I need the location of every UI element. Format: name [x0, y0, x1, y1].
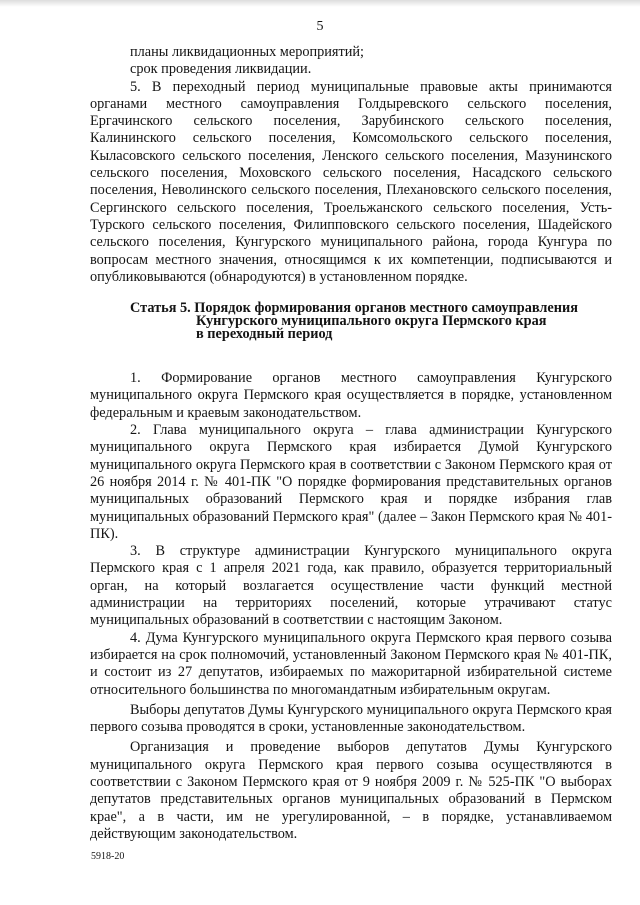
paragraph-item-4: 4. Дума Кунгурского муниципального округа Пермского края первого созыва избирается на срок полномочий, установленный Законом Пермского края № 401-ПК, и состоит из 27 депутатов, избираемых по мажоритарной избирательной системе относительного большинства по многомандатным избирательным округам. — [90, 629, 612, 698]
page-number: 5 — [316, 19, 324, 34]
document-body — [90, 44, 612, 843]
heading-line-2: Кунгурского муниципального округа Пермского края — [196, 313, 547, 330]
paragraph-item-2: 2. Глава муниципального округа – глава администрации Кунгурского муниципального округа Пермского края избирается Думой Кунгурского муниципального округа Пермского края в соответствии с Законом Пермского края от 26 ноября 2014 г. № 401-ПК "О порядке формирования представительных органов муниципальных образований Пермского края и порядке избрания глав муниципальных образований Пермского края" (далее – Закон Пермского края № 401-ПК). — [90, 422, 612, 542]
article-5-heading — [90, 302, 612, 341]
paragraph-elections-term: Выборы депутатов Думы Кунгурского муниципального округа Пермского края первого созыва проводятся в сроки, установленные законодательством. — [90, 701, 612, 736]
paragraph-item-3: 3. В структуре администрации Кунгурского муниципального округа Пермского края с 1 апреля 2021 года, как правило, образуется территориальный орган, на который возлагается осуществление части функций местной администрации на территориях поселений, которые утрачивают статус муниципальных образований в соответствии с настоящим Законом. — [90, 543, 612, 629]
paragraph-liquidation-term: срок проведения ликвидации. — [130, 61, 312, 78]
heading-line-1: Статья 5. Порядок формирования органов местного самоуправления — [130, 300, 578, 317]
paragraph-item-5: 5. В переходный период муниципальные правовые акты принимаются органами местного самоуправления Голдыревского сельского поселения, Ергачинского сельского поселения, Зарубинского сельского поселения, Калининского сельского поселения, Комсомольского сельского поселения, Кыласовского сельского поселения, Ленского сельского поселения, Мазунинского сельского поселения, Моховского сельского поселения, Насадского сельского поселения, Неволинского сельского поселения, Плехановского сельского поселения, Сергинского сельского поселения, Троельжанского сельского поселения, Усть-Турского сельского поселения, Филипповского сельского поселения, Шадейского сельского поселения, Кунгурского муниципального района, города Кунгура по вопросам местного значения, относящимся к их компетенции, подписываются и опубликовываются (обнародуются) в установленном порядке. — [90, 78, 612, 285]
paragraph-elections-organization: Организация и проведение выборов депутатов Думы Кунгурского муниципального округа Пермского края первого созыва осуществляются в соответствии с Законом Пермского края от 9 ноября 2009 г. № 525-ПК "О выборах депутатов представительных органов муниципальных образований в Пермском крае", а в части, им не урегулированной, – в порядке, устанавливаемом действующим законодательством. — [90, 739, 612, 842]
scan-edge — [0, 0, 640, 7]
heading-line-3: в переходный период — [196, 326, 333, 343]
paragraph-liquidation-plans: планы ликвидационных мероприятий; — [130, 44, 365, 60]
paragraph-item-1: 1. Формирование органов местного самоуправления Кунгурского муниципального округа Пермского края осуществляется в порядке, установленном федеральным и краевым законодательством. — [90, 370, 612, 421]
document-code: 5918-20 — [91, 851, 125, 862]
